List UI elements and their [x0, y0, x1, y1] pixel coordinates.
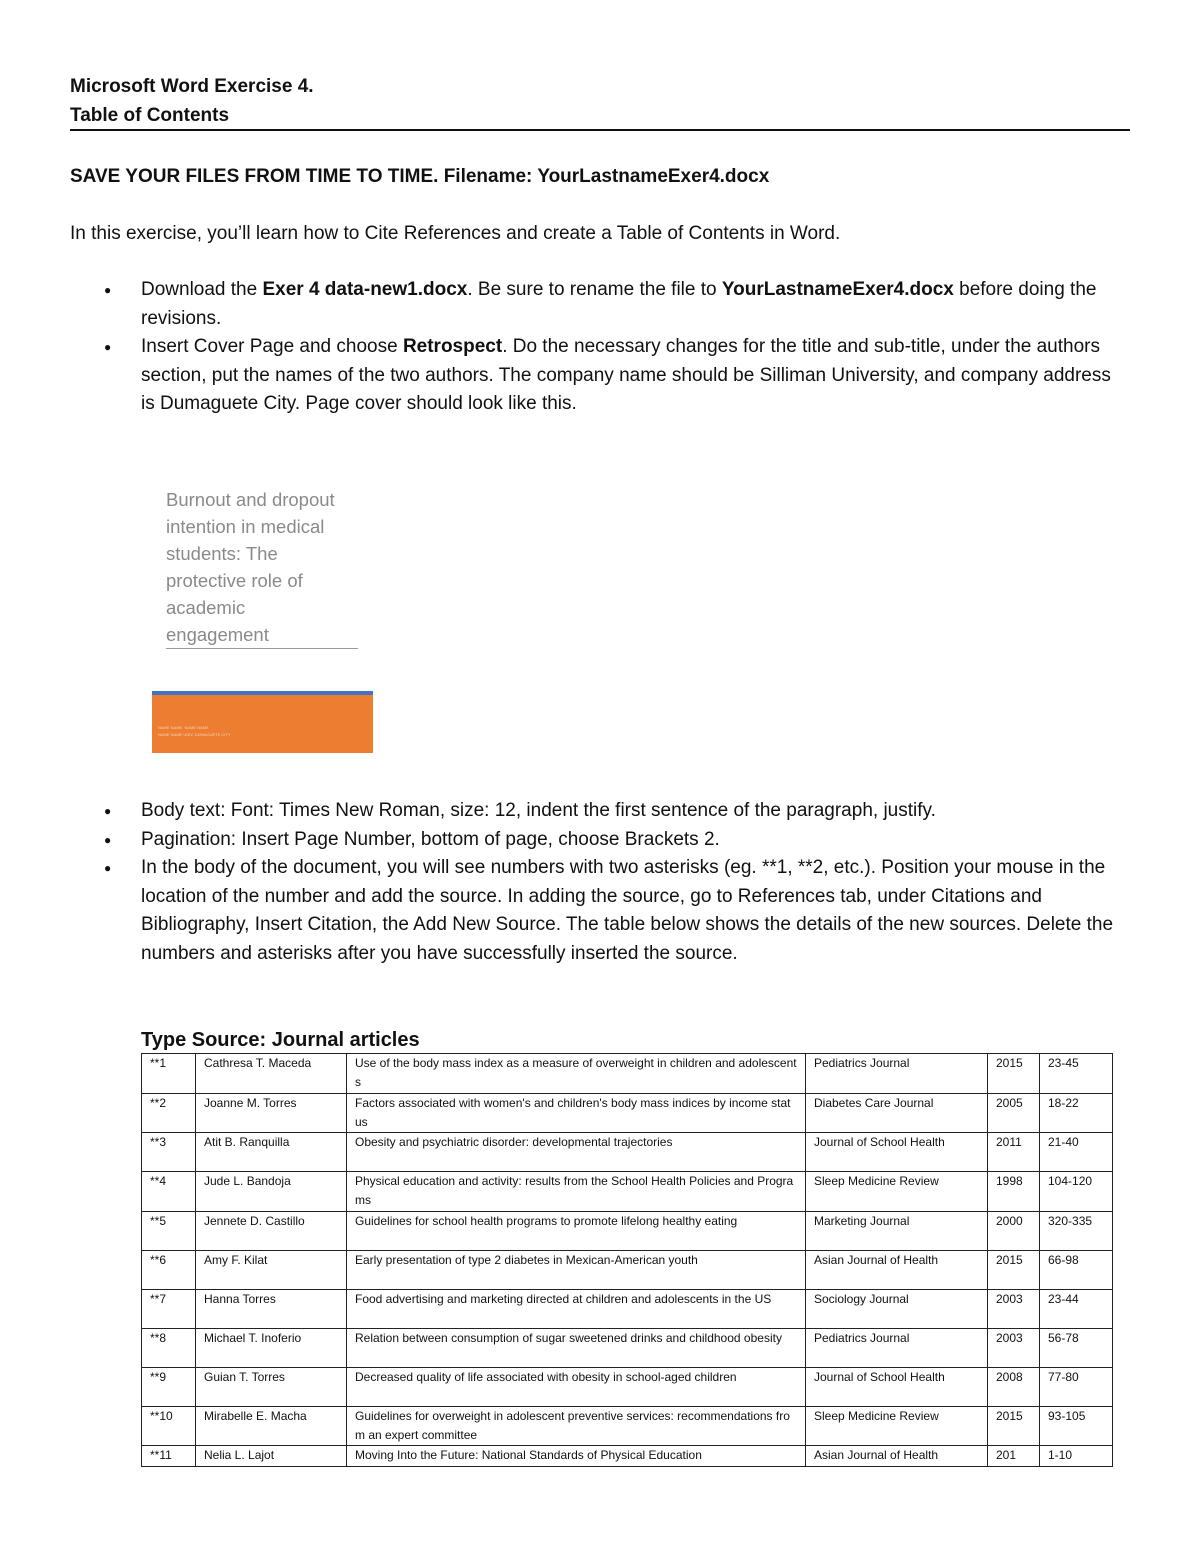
source-pages: 320-335 [1040, 1211, 1113, 1250]
table-caption: Type Source: Journal articles [141, 1029, 420, 1051]
list-item: ● Pagination: Insert Page Number, bottom of page, choose Brackets 2. [100, 826, 1125, 855]
source-pages: 23-45 [1040, 1054, 1113, 1094]
source-author: Hanna Torres [196, 1289, 347, 1328]
source-title: Physical education and activity: results from the School Health Policies and Programs [347, 1172, 806, 1212]
source-id: **6 [142, 1250, 196, 1289]
source-year: 2003 [988, 1289, 1040, 1328]
source-author: Jude L. Bandoja [196, 1172, 347, 1212]
sources-table [141, 1053, 1113, 1467]
source-author: Guian T. Torres [196, 1367, 347, 1406]
source-year: 2005 [988, 1093, 1040, 1133]
source-journal: Diabetes Care Journal [806, 1093, 988, 1133]
source-journal: Marketing Journal [806, 1211, 988, 1250]
source-id: **2 [142, 1093, 196, 1133]
source-pages: 77-80 [1040, 1367, 1113, 1406]
source-journal: Asian Journal of Health [806, 1250, 988, 1289]
table-row [142, 1328, 1113, 1367]
source-journal: Sociology Journal [806, 1289, 988, 1328]
source-pages: 1-10 [1040, 1446, 1113, 1466]
source-author: Atit B. Ranquilla [196, 1133, 347, 1172]
source-id: **7 [142, 1289, 196, 1328]
source-author: Amy F. Kilat [196, 1250, 347, 1289]
source-title: Factors associated with women's and children's body mass indices by income status [347, 1093, 806, 1133]
list-item: ● Insert Cover Page and choose Retrospect. Do the necessary changes for the title and sub-title, under the authors section, put the names of the two authors. The company name should be Silliman University, and company address is Dumaguete City. Page cover should look like this. [100, 333, 1125, 419]
table-row [142, 1289, 1113, 1328]
source-year: 2000 [988, 1211, 1040, 1250]
cover-band-text: NAME NAME, NAME NAME [158, 725, 209, 730]
table-row [142, 1446, 1113, 1466]
table-row [142, 1054, 1113, 1094]
source-journal: Asian Journal of Health [806, 1446, 988, 1466]
list-item: ● In the body of the document, you will see numbers with two asterisks (eg. **1, **2, etc.). Position your mouse in the location of the number and add the source. In adding the source, go to References tab, under Citations and Bibliography, Insert Citation, the Add New Source. The table below shows the details of the new sources. Delete the numbers and asterisks after you have successfully inserted the source. [100, 854, 1125, 968]
source-id: **5 [142, 1211, 196, 1250]
source-year: 2015 [988, 1250, 1040, 1289]
instruction-list-top [100, 276, 1125, 419]
source-title: Guidelines for overweight in adolescent preventive services: recommendations from an expert committee [347, 1406, 806, 1446]
table-row [142, 1367, 1113, 1406]
source-author: Cathresa T. Maceda [196, 1054, 347, 1094]
source-title: Early presentation of type 2 diabetes in Mexican-American youth [347, 1250, 806, 1289]
source-title: Relation between consumption of sugar sweetened drinks and childhood obesity [347, 1328, 806, 1367]
source-author: Joanne M. Torres [196, 1093, 347, 1133]
source-title: Decreased quality of life associated with obesity in school-aged children [347, 1367, 806, 1406]
source-id: **3 [142, 1133, 196, 1172]
cover-title: Burnout and dropout intention in medical students: The protective role of academic engagement [166, 489, 335, 645]
source-year: 2011 [988, 1133, 1040, 1172]
source-title: Obesity and psychiatric disorder: developmental trajectories [347, 1133, 806, 1172]
source-author: Nelia L. Lajot [196, 1446, 347, 1466]
source-journal: Sleep Medicine Review [806, 1406, 988, 1446]
cover-title-rule [166, 648, 358, 649]
table-row [142, 1211, 1113, 1250]
source-journal: Journal of School Health [806, 1133, 988, 1172]
source-title: Guidelines for school health programs to promote lifelong healthy eating [347, 1211, 806, 1250]
source-journal: Pediatrics Journal [806, 1328, 988, 1367]
source-journal: Pediatrics Journal [806, 1054, 988, 1094]
source-pages: 21-40 [1040, 1133, 1113, 1172]
source-pages: 93-105 [1040, 1406, 1113, 1446]
list-item: ● Body text: Font: Times New Roman, size: 12, indent the first sentence of the paragraph, justify. [100, 797, 1125, 826]
cover-band-text: NAME NAME UNIV. DUMAGUETE CITY [158, 732, 231, 737]
source-pages: 66-98 [1040, 1250, 1113, 1289]
source-pages: 56-78 [1040, 1328, 1113, 1367]
source-author: Mirabelle E. Macha [196, 1406, 347, 1446]
source-journal: Sleep Medicine Review [806, 1172, 988, 1212]
source-pages: 18-22 [1040, 1093, 1113, 1133]
source-title: Moving Into the Future: National Standards of Physical Education [347, 1446, 806, 1466]
source-id: **4 [142, 1172, 196, 1212]
source-year: 201 [988, 1446, 1040, 1466]
source-year: 2015 [988, 1054, 1040, 1094]
table-row [142, 1172, 1113, 1212]
source-year: 2008 [988, 1367, 1040, 1406]
list-item: ● Download the Exer 4 data-new1.docx. Be sure to rename the file to YourLastnameExer4.docx before doing the revisions. [100, 276, 1125, 333]
header-rule [70, 129, 1130, 131]
table-row [142, 1406, 1113, 1446]
source-author: Jennete D. Castillo [196, 1211, 347, 1250]
document-subtitle: Table of Contents [70, 105, 230, 126]
table-row [142, 1093, 1113, 1133]
table-row [142, 1133, 1113, 1172]
source-year: 1998 [988, 1172, 1040, 1212]
source-year: 2003 [988, 1328, 1040, 1367]
source-title: Use of the body mass index as a measure of overweight in children and adolescents [347, 1054, 806, 1094]
source-author: Michael T. Inoferio [196, 1328, 347, 1367]
intro-paragraph: In this exercise, you’ll learn how to Cite References and create a Table of Contents in Word. [70, 223, 841, 244]
source-pages: 23-44 [1040, 1289, 1113, 1328]
save-note: SAVE YOUR FILES FROM TIME TO TIME. Filename: YourLastnameExer4.docx [70, 166, 770, 187]
source-id: **9 [142, 1367, 196, 1406]
source-pages: 104-120 [1040, 1172, 1113, 1212]
source-id: **11 [142, 1446, 196, 1466]
cover-orange-band [152, 691, 373, 753]
source-id: **10 [142, 1406, 196, 1446]
source-journal: Journal of School Health [806, 1367, 988, 1406]
source-id: **8 [142, 1328, 196, 1367]
table-row [142, 1250, 1113, 1289]
document-title: Microsoft Word Exercise 4. [70, 76, 314, 97]
source-id: **1 [142, 1054, 196, 1094]
source-title: Food advertising and marketing directed at children and adolescents in the US [347, 1289, 806, 1328]
instruction-list-bottom [100, 797, 1125, 969]
source-year: 2015 [988, 1406, 1040, 1446]
